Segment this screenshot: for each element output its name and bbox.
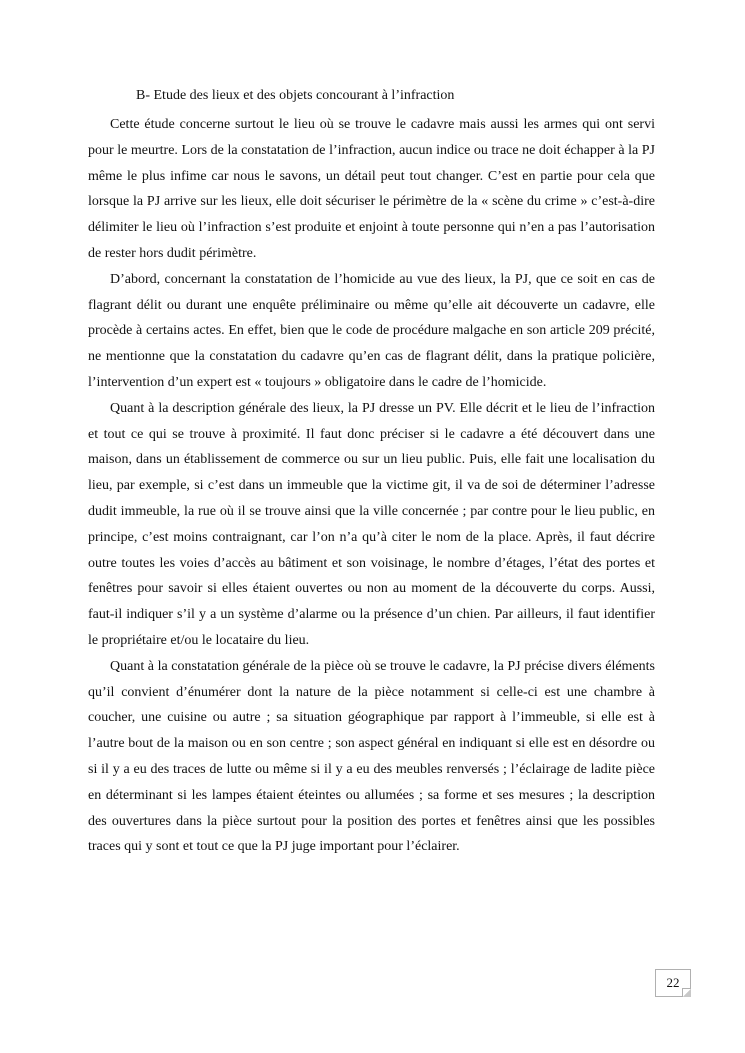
paragraph-4: Quant à la constatation générale de la pièce où se trouve le cadavre, la PJ précise divers éléments qu’il convient d’énumérer dont la nature de la pièce notamment si celle-ci est une chambre à coucher, une cuisine ou autre ; sa situation géographique par rapport à l’immeuble, si elle est à l’autre bout de la maison ou en son centre ; son aspect général en indiquant si elle est en désordre ou si il y a eu des traces de lutte ou même si il y a eu des meubles renversés ; l’éclairage de ladite pièce en déterminant si les lampes étaient éteintes ou allumées ; sa forme et ses mesures ; la description des ouvertures dans la pièce surtout pour la position des portes et fenêtres ainsi que les possibles traces qui y sont et tout ce que la PJ juge important pour l’éclairer. — [88, 658, 655, 855]
paragraph-1: Cette étude concerne surtout le lieu où se trouve le cadavre mais aussi les armes qui ont servi pour le meurtre. Lors de la constatation de l’infraction, aucun indice ou trace ne doit échapper à la PJ même le plus infime car nous le savons, un détail peut tout changer. C’est en partie pour cela que lorsque la PJ arrive sur les lieux, elle doit sécuriser le périmètre de la « scène du crime » c’est-à-dire délimiter le lieu où l’infraction s’est produite et enjoint à toute personne qui n’en a pas l’autorisation de rester hors dudit périmètre. — [88, 117, 655, 261]
page-number: 22 — [655, 969, 691, 997]
paragraph-3: Quant à la description générale des lieux, la PJ dresse un PV. Elle décrit et le lieu de l’infraction et tout ce qui se trouve à proximité. Il faut donc préciser si le cadavre a été découvert dans une maison, dans un établissement de commerce ou sur un lieu public. Puis, elle fait une localisation du lieu, par exemple, si c’est dans un immeuble que la victime git, il va de soi de déterminer l’adresse dudit immeuble, la rue où il se trouve ainsi que la ville concernée ; par contre pour le lieu public, en principe, c’est moins contraignant, car l’on n’a qu’à citer le nom de la place. Après, il faut décrire outre toutes les voies d’accès au bâtiment et son voisinage, le nombre d’étages, l’état des portes et fenêtres pour savoir si elles étaient ouvertes ou non au moment de la découverte du corps. Aussi, faut-il indiquer s’il y a un système d’alarme ou la présence d’un chien. Par ailleurs, il faut identifier le propriétaire et/ou le locataire du lieu. — [88, 400, 655, 648]
section-heading: B- Etude des lieux et des objets concourant à l’infraction — [136, 88, 455, 103]
paragraph-2: D’abord, concernant la constatation de l’homicide au vue des lieux, la PJ, que ce soit en cas de flagrant délit ou durant une enquête préliminaire ou même qu’elle ait découverte un cadavre, elle procède à certains actes. En effet, bien que le code de procédure malgache en son article 209 précité, ne mentionne que la constatation du cadavre qu’en cas de flagrant délit, dans la pratique policière, l’intervention d’un expert est « toujours » obligatoire dans le cadre de l’homicide. — [88, 271, 655, 390]
document-page — [88, 86, 655, 860]
